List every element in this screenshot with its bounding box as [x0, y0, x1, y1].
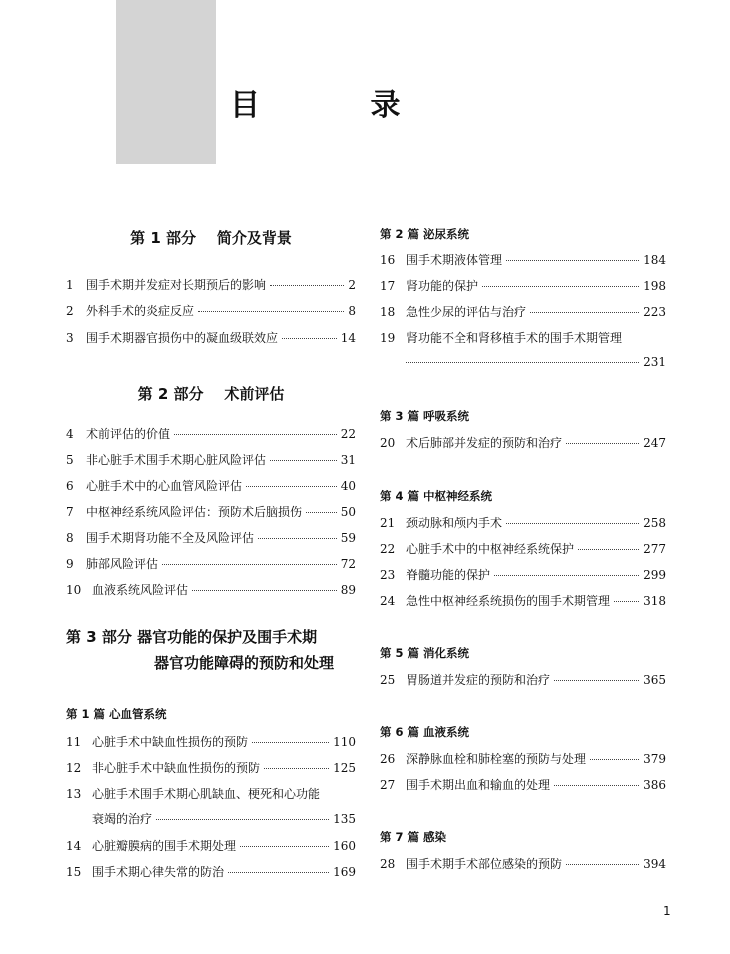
toc-entry-3[interactable]: 3 围手术期器官损伤中的凝血级联效应 14	[66, 331, 356, 345]
toc-entry-23[interactable]: 23 脊髓功能的保护 299	[380, 568, 666, 582]
pian-7-heading: 第 7 篇 感染	[380, 830, 447, 844]
toc-entry-14[interactable]: 14 心脏瓣膜病的围手术期处理 160	[66, 839, 356, 853]
toc-entry-2[interactable]: 2 外科手术的炎症反应 8	[66, 304, 356, 318]
toc-entry-19[interactable]: 19 肾功能不全和肾移植手术的围手术期管理	[380, 331, 623, 345]
toc-entry-15[interactable]: 15 围手术期心律失常的防治 169	[66, 865, 356, 879]
part-2-label: 第 2 部分	[137, 385, 204, 403]
pian-5-heading: 第 5 篇 消化系统	[380, 646, 470, 660]
part-3-heading	[66, 624, 356, 676]
toc-entry-17[interactable]: 17 肾功能的保护 198	[380, 279, 666, 293]
toc-entry-11[interactable]: 11 心脏手术中缺血性损伤的预防 110	[66, 735, 356, 749]
toc-entry-8[interactable]: 8 围手术期肾功能不全及风险评估 59	[66, 531, 356, 545]
toc-entry-20[interactable]: 20 术后肺部并发症的预防和治疗 247	[380, 436, 666, 450]
part-3-heading-line-1: 第 3 部分 器官功能的保护及围手术期	[66, 628, 318, 646]
toc-entry-4[interactable]: 4 术前评估的价值 22	[66, 427, 356, 441]
toc-entry-1[interactable]: 1 围手术期并发症对长期预后的影响 2	[66, 278, 356, 292]
toc-entry-27[interactable]: 27 围手术期出血和输血的处理 386	[380, 778, 666, 792]
toc-entry-5[interactable]: 5 非心脏手术围手术期心脏风险评估 31	[66, 453, 356, 467]
toc-entry-16[interactable]: 16 围手术期液体管理 184	[380, 253, 666, 267]
toc-entry-21[interactable]: 21 颈动脉和颅内手术 258	[380, 516, 666, 530]
toc-entry-28[interactable]: 28 围手术期手术部位感染的预防 394	[380, 857, 666, 871]
part-1-heading	[66, 227, 356, 248]
pian-4-heading: 第 4 篇 中枢神经系统	[380, 489, 493, 503]
pian-2-heading: 第 2 篇 泌尿系统	[380, 227, 470, 241]
toc-entry-9[interactable]: 9 肺部风险评估 72	[66, 557, 356, 571]
toc-entry-13-continuation[interactable]: 衰竭的治疗 135	[92, 812, 356, 826]
part-2-heading	[66, 383, 356, 404]
part-3-heading-line-2: 器官功能障碍的预防和处理	[154, 654, 335, 672]
part-1-name: 简介及背景	[216, 229, 292, 247]
part-1-label: 第 1 部分	[130, 229, 196, 247]
toc-entry-22[interactable]: 22 心脏手术中的中枢神经系统保护 277	[380, 542, 666, 556]
right-column	[380, 0, 666, 954]
pian-6-heading: 第 6 篇 血液系统	[380, 725, 470, 739]
toc-entry-12[interactable]: 12 非心脏手术中缺血性损伤的预防 125	[66, 761, 356, 775]
pian-1-heading: 第 1 篇 心血管系统	[66, 707, 167, 721]
part-2-name: 术前评估	[224, 385, 285, 403]
toc-entry-24[interactable]: 24 急性中枢神经系统损伤的围手术期管理 318	[380, 594, 666, 608]
toc-entry-25[interactable]: 25 胃肠道并发症的预防和治疗 365	[380, 673, 666, 687]
toc-entry-10[interactable]: 10 血液系统风险评估 89	[66, 583, 356, 597]
page-title: 目 录	[230, 88, 451, 123]
pian-3-heading: 第 3 篇 呼吸系统	[380, 409, 470, 423]
toc-entry-6[interactable]: 6 心脏手术中的心血管风险评估 40	[66, 479, 356, 493]
left-column	[66, 0, 356, 954]
toc-entry-18[interactable]: 18 急性少尿的评估与治疗 223	[380, 305, 666, 319]
toc-entry-13[interactable]: 13 心脏手术围手术期心肌缺血、梗死和心功能	[66, 787, 321, 801]
toc-entry-19-continuation[interactable]: 231	[380, 355, 666, 369]
toc-entry-7[interactable]: 7 中枢神经系统风险评估：预防术后脑损伤 50	[66, 505, 356, 519]
page-number: 1	[663, 904, 671, 918]
toc-entry-26[interactable]: 26 深静脉血栓和肺栓塞的预防与处理 379	[380, 752, 666, 766]
